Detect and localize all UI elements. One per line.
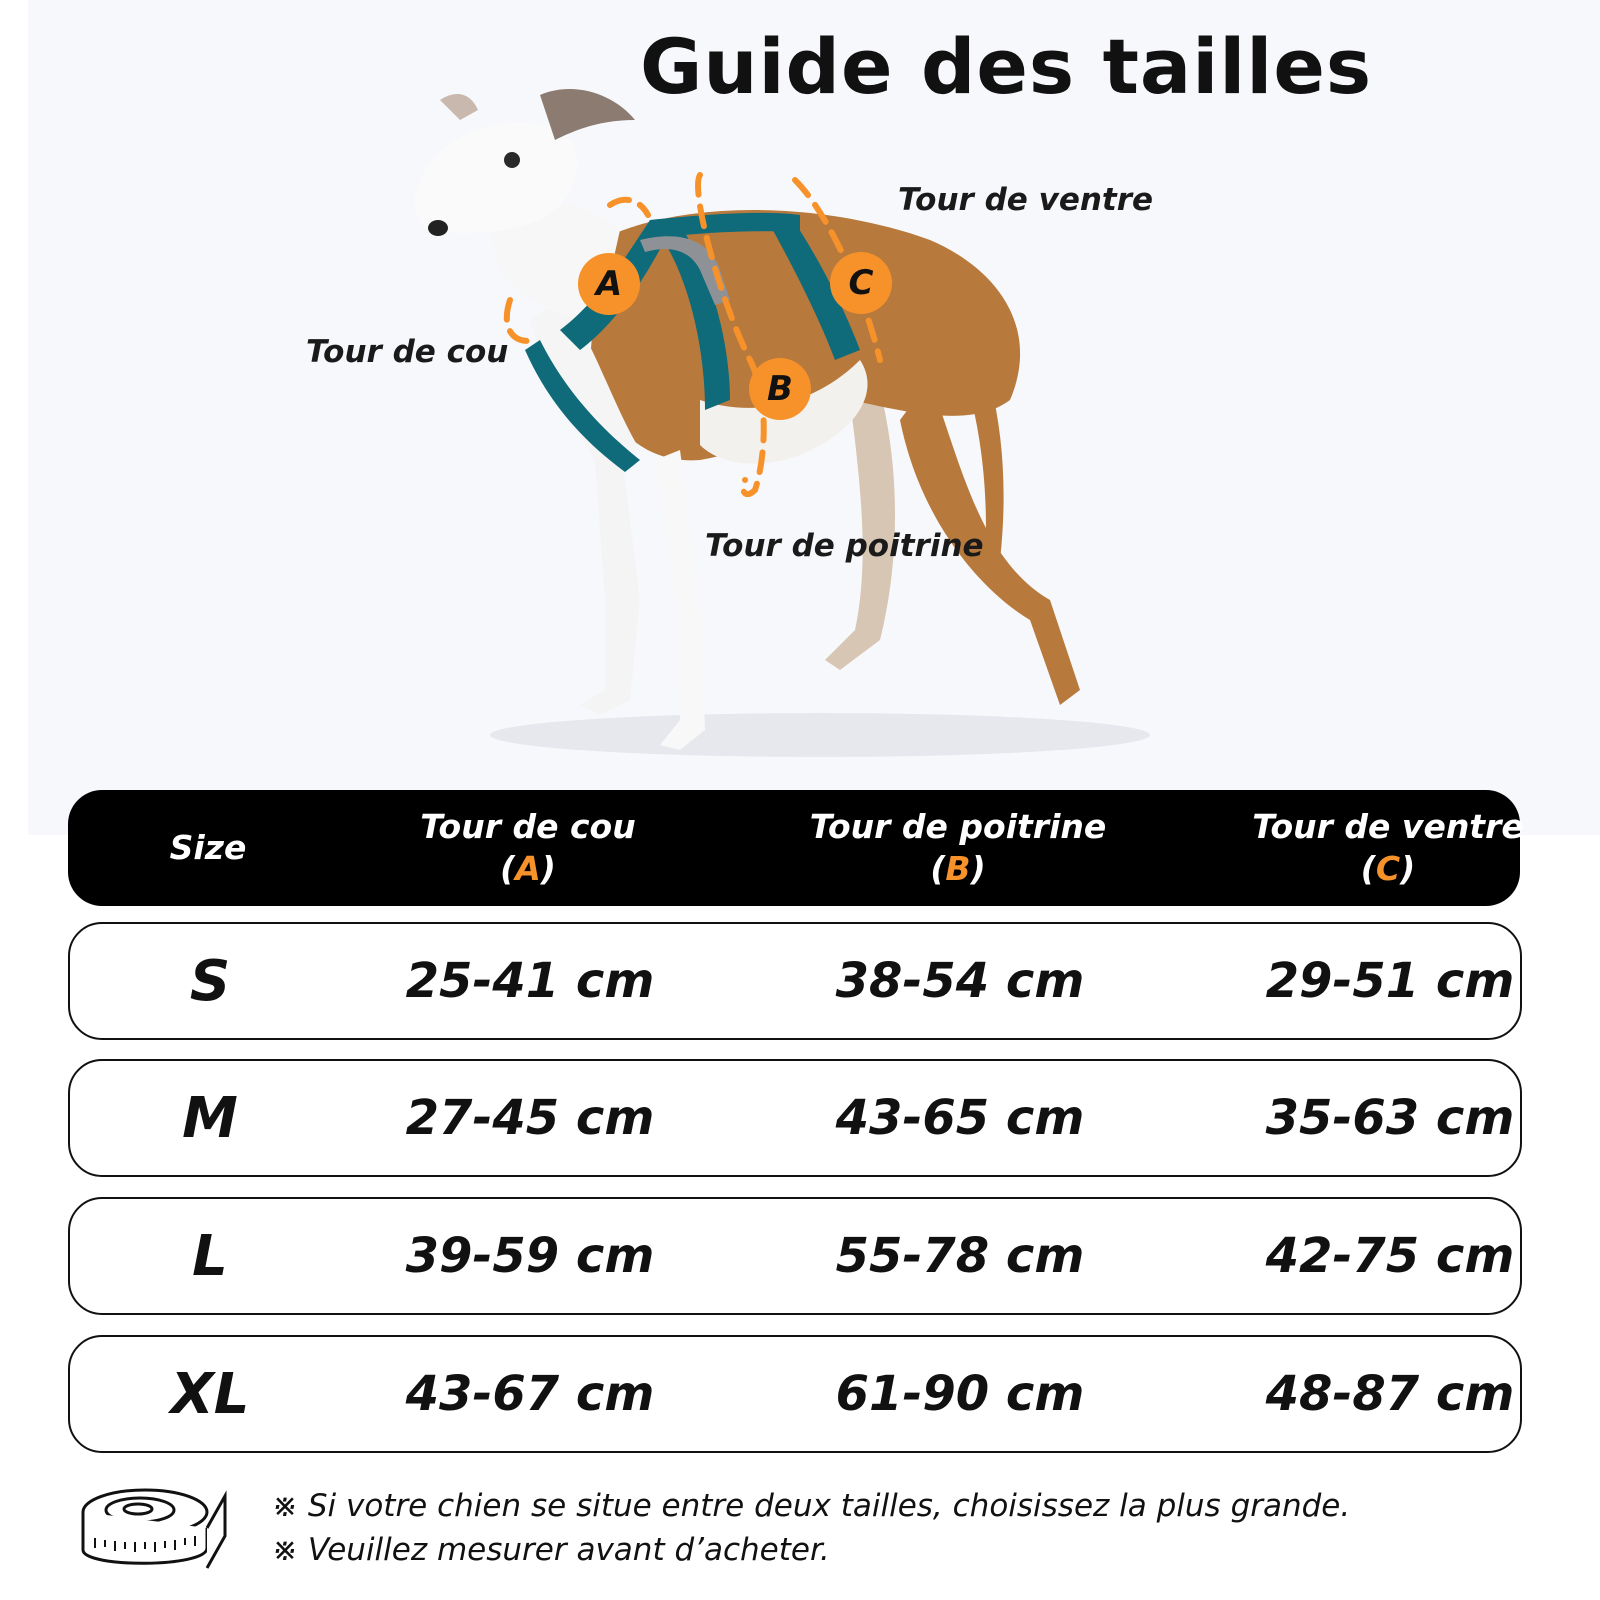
table-row [68, 1059, 1522, 1177]
note-line: ※ Si votre chien se situe entre deux tailles, choisissez la plus grande. [272, 1488, 1351, 1524]
paren-close: ) [970, 849, 986, 888]
row-chest: 43-65 cm [835, 1090, 1085, 1146]
callout-chest: Tour de poitrine [705, 528, 984, 564]
row-belly: 42-75 cm [1265, 1228, 1515, 1284]
header-neck-letter-wrap [500, 848, 556, 890]
badge-c: C [830, 252, 892, 314]
paren-open: ( [500, 849, 516, 888]
header-chest-letter: B [945, 849, 971, 888]
paren-open: ( [930, 849, 946, 888]
row-belly: 48-87 cm [1265, 1366, 1515, 1422]
paren-open: ( [1360, 849, 1376, 888]
header-chest-label: Tour de poitrine [809, 807, 1107, 846]
header-size [108, 790, 308, 906]
notes [272, 1484, 1350, 1572]
header-belly-label: Tour de ventre [1252, 807, 1524, 846]
header-chest [748, 790, 1168, 906]
note-line: ※ Veuillez mesurer avant d’acheter. [272, 1532, 830, 1568]
measuring-tape-icon [70, 1478, 230, 1578]
page-title: Guide des tailles [640, 22, 1373, 111]
header-neck-letter: A [515, 849, 541, 888]
header-neck [318, 790, 738, 906]
row-belly: 29-51 cm [1265, 953, 1515, 1009]
row-chest: 38-54 cm [835, 953, 1085, 1009]
table-row [68, 922, 1522, 1040]
row-neck: 39-59 cm [405, 1228, 655, 1284]
row-belly: 35-63 cm [1265, 1090, 1515, 1146]
header-belly-letter-wrap [1361, 848, 1415, 890]
row-chest: 55-78 cm [835, 1228, 1085, 1284]
table-row [68, 1197, 1522, 1315]
header-neck-label: Tour de cou [420, 807, 636, 846]
badge-b: B [749, 358, 811, 420]
paren-close: ) [540, 849, 556, 888]
row-size: M [182, 1085, 238, 1151]
header-size-label: Size [169, 828, 247, 867]
row-neck: 25-41 cm [405, 953, 655, 1009]
table-row [68, 1335, 1522, 1453]
header-belly-letter: C [1375, 849, 1401, 888]
header-chest-letter-wrap [930, 848, 985, 890]
badge-a: A [578, 253, 640, 315]
callout-belly: Tour de ventre [898, 182, 1154, 218]
paren-close: ) [1400, 849, 1416, 888]
row-size: XL [170, 1361, 250, 1427]
table-header [68, 790, 1524, 906]
row-size: L [192, 1223, 228, 1289]
callout-neck: Tour de cou [306, 334, 509, 370]
row-chest: 61-90 cm [835, 1366, 1085, 1422]
row-neck: 27-45 cm [405, 1090, 655, 1146]
row-neck: 43-67 cm [405, 1366, 655, 1422]
header-belly [1178, 790, 1598, 906]
row-size: S [189, 948, 231, 1014]
